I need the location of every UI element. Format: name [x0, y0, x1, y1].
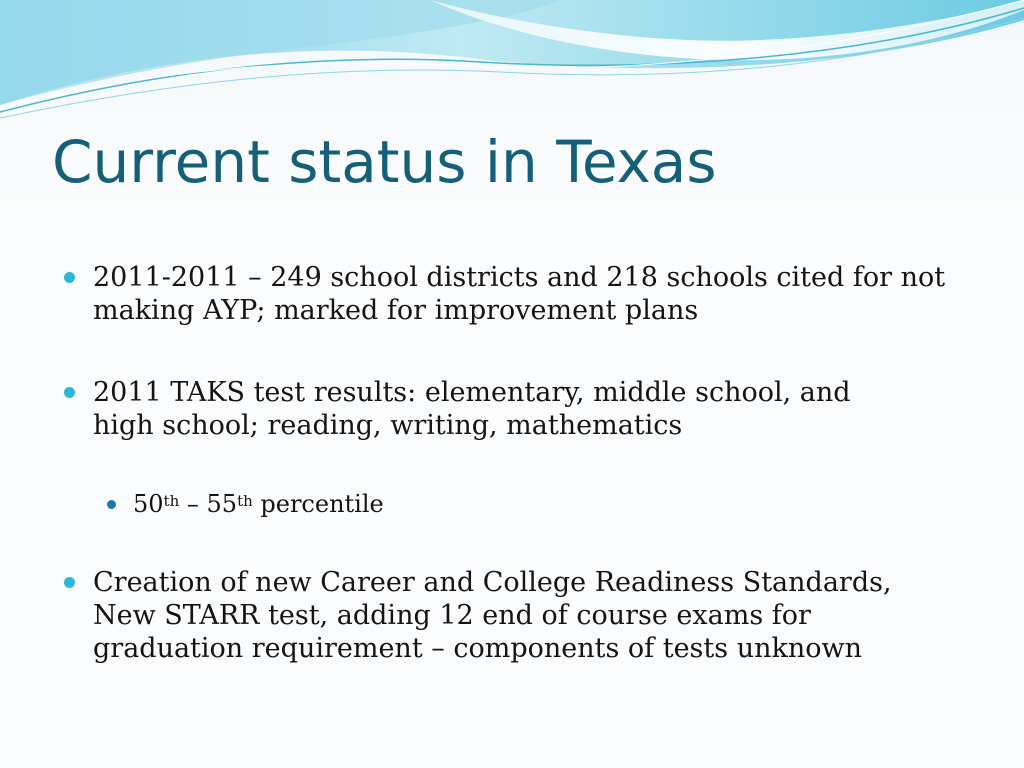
- header-wave-decoration: [0, 0, 1024, 130]
- bullet-dot-icon: [64, 577, 75, 588]
- bullet-dot-icon: [64, 272, 75, 283]
- sub-bullet-dot-icon: [107, 500, 116, 509]
- bullet-line: 2011 TAKS test results: elementary, middle school, and: [93, 377, 851, 408]
- bullet-item-1: [93, 261, 993, 327]
- percentile-high: 55: [206, 490, 238, 518]
- percentile-low: 50: [133, 490, 164, 518]
- bullet-line: high school; reading, writing, mathematics: [93, 410, 683, 441]
- percentile-label: percentile: [252, 490, 384, 518]
- bullet-dot-icon: [64, 387, 75, 398]
- bullet-line: making AYP; marked for improvement plans: [93, 295, 699, 326]
- bullet-line: New STARR test, adding 12 end of course exams for: [93, 600, 811, 631]
- sub-bullet-percentile: [133, 489, 384, 519]
- ordinal-suffix: th: [163, 492, 180, 510]
- bullet-line: graduation requirement – components of tests unknown: [93, 633, 862, 664]
- bullet-item-3: [93, 566, 993, 665]
- bullet-item-2: [93, 376, 993, 442]
- slide-title: Current status in Texas: [52, 128, 717, 196]
- separator: –: [179, 490, 207, 518]
- bullet-line: Creation of new Career and College Readiness Standards,: [93, 567, 892, 598]
- ordinal-suffix: th: [237, 492, 253, 510]
- bullet-line: 2011-2011 – 249 school districts and 218 schools cited for not: [93, 262, 946, 293]
